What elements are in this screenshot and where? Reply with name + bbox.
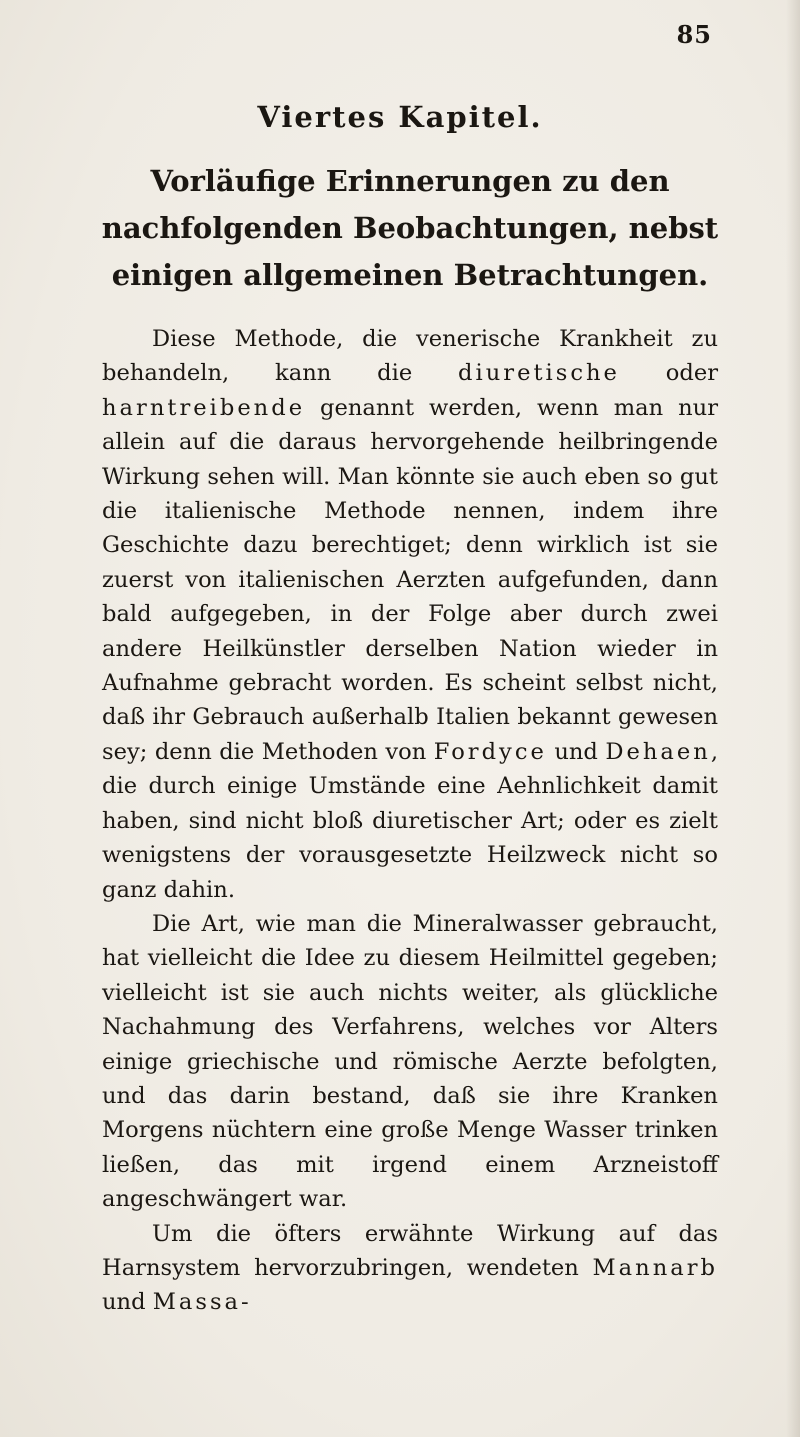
body-text [102,322,718,1320]
paragraph-1 [102,322,718,907]
chapter-title: Viertes Kapitel. [257,100,543,134]
paragraph-3 [102,1217,718,1320]
paragraph-2: Die Art, wie man die Mineralwasser gebraucht, hat vielleicht die Idee zu diesem Heilmittel gegeben; vielleicht ist sie auch nichts weiter, als glückliche Nachahmung des Verfahrens, welches vor Alters einige griechische und römische Aerzte befolgten, und das darin bestand, daß sie ihre Kranken Morgens nüchtern eine große Menge Wasser trinken ließen, das mit irgend einem Arzneistoff angeschwängert war. [102,910,718,1213]
name-mannarb: Mannarb [592,1254,718,1281]
paragraph-1-part-1: Diese Methode, die venerische Krankheit zu behandeln, kann die [102,326,718,387]
paragraph-1-part-5: , die durch einige Umstände eine Aehnlichkeit damit haben, sind nicht bloß diuretischer Art; oder es zielt wenigstens der vorausgesetzte Heilzweck nicht so ganz dahin. [102,738,718,903]
chapter-subtitle: Vorläufige Erinnerungen zu den nachfolgenden Beobachtungen, nebst einigen allgemeinen Betrachtungen. [101,164,719,292]
name-dehaen: Dehaen [605,738,711,765]
paragraph-1-part-4: und [546,738,606,765]
paragraph-1-part-2: oder [619,360,718,387]
paragraph-1-part-3: genannt werden, wenn man nur allein auf die daraus hervorgehende heilbringende Wirkung sehen will. Man könnte sie auch eben so gut die italienische Methode nennen, indem ihre Geschichte dazu berechtiget; denn wirklich ist sie zuerst von italienischen Aerzten aufgefunden, dann bald aufgegeben, in der Folge aber durch zwei andere Heilkünstler derselben Nation wieder in Aufnahme gebracht worden. Es scheint selbst nicht, daß ihr Gebrauch außerhalb Italien bekannt gewesen sey; denn die Methoden von [102,394,718,765]
paragraph-3-part-2: und [102,1289,153,1316]
paragraph-3-part-1: Um die öfters erwähnte Wirkung auf das Harnsystem hervorzubringen, wendeten [102,1220,718,1281]
term-harntreibende: harntreibende [102,394,306,421]
term-diuretic: diuretische [458,360,620,387]
name-massa: Massa- [152,1289,252,1316]
name-fordyce: Fordyce [433,738,547,765]
page-edge-shadow [786,0,800,1437]
page-number: 85 [676,20,712,49]
